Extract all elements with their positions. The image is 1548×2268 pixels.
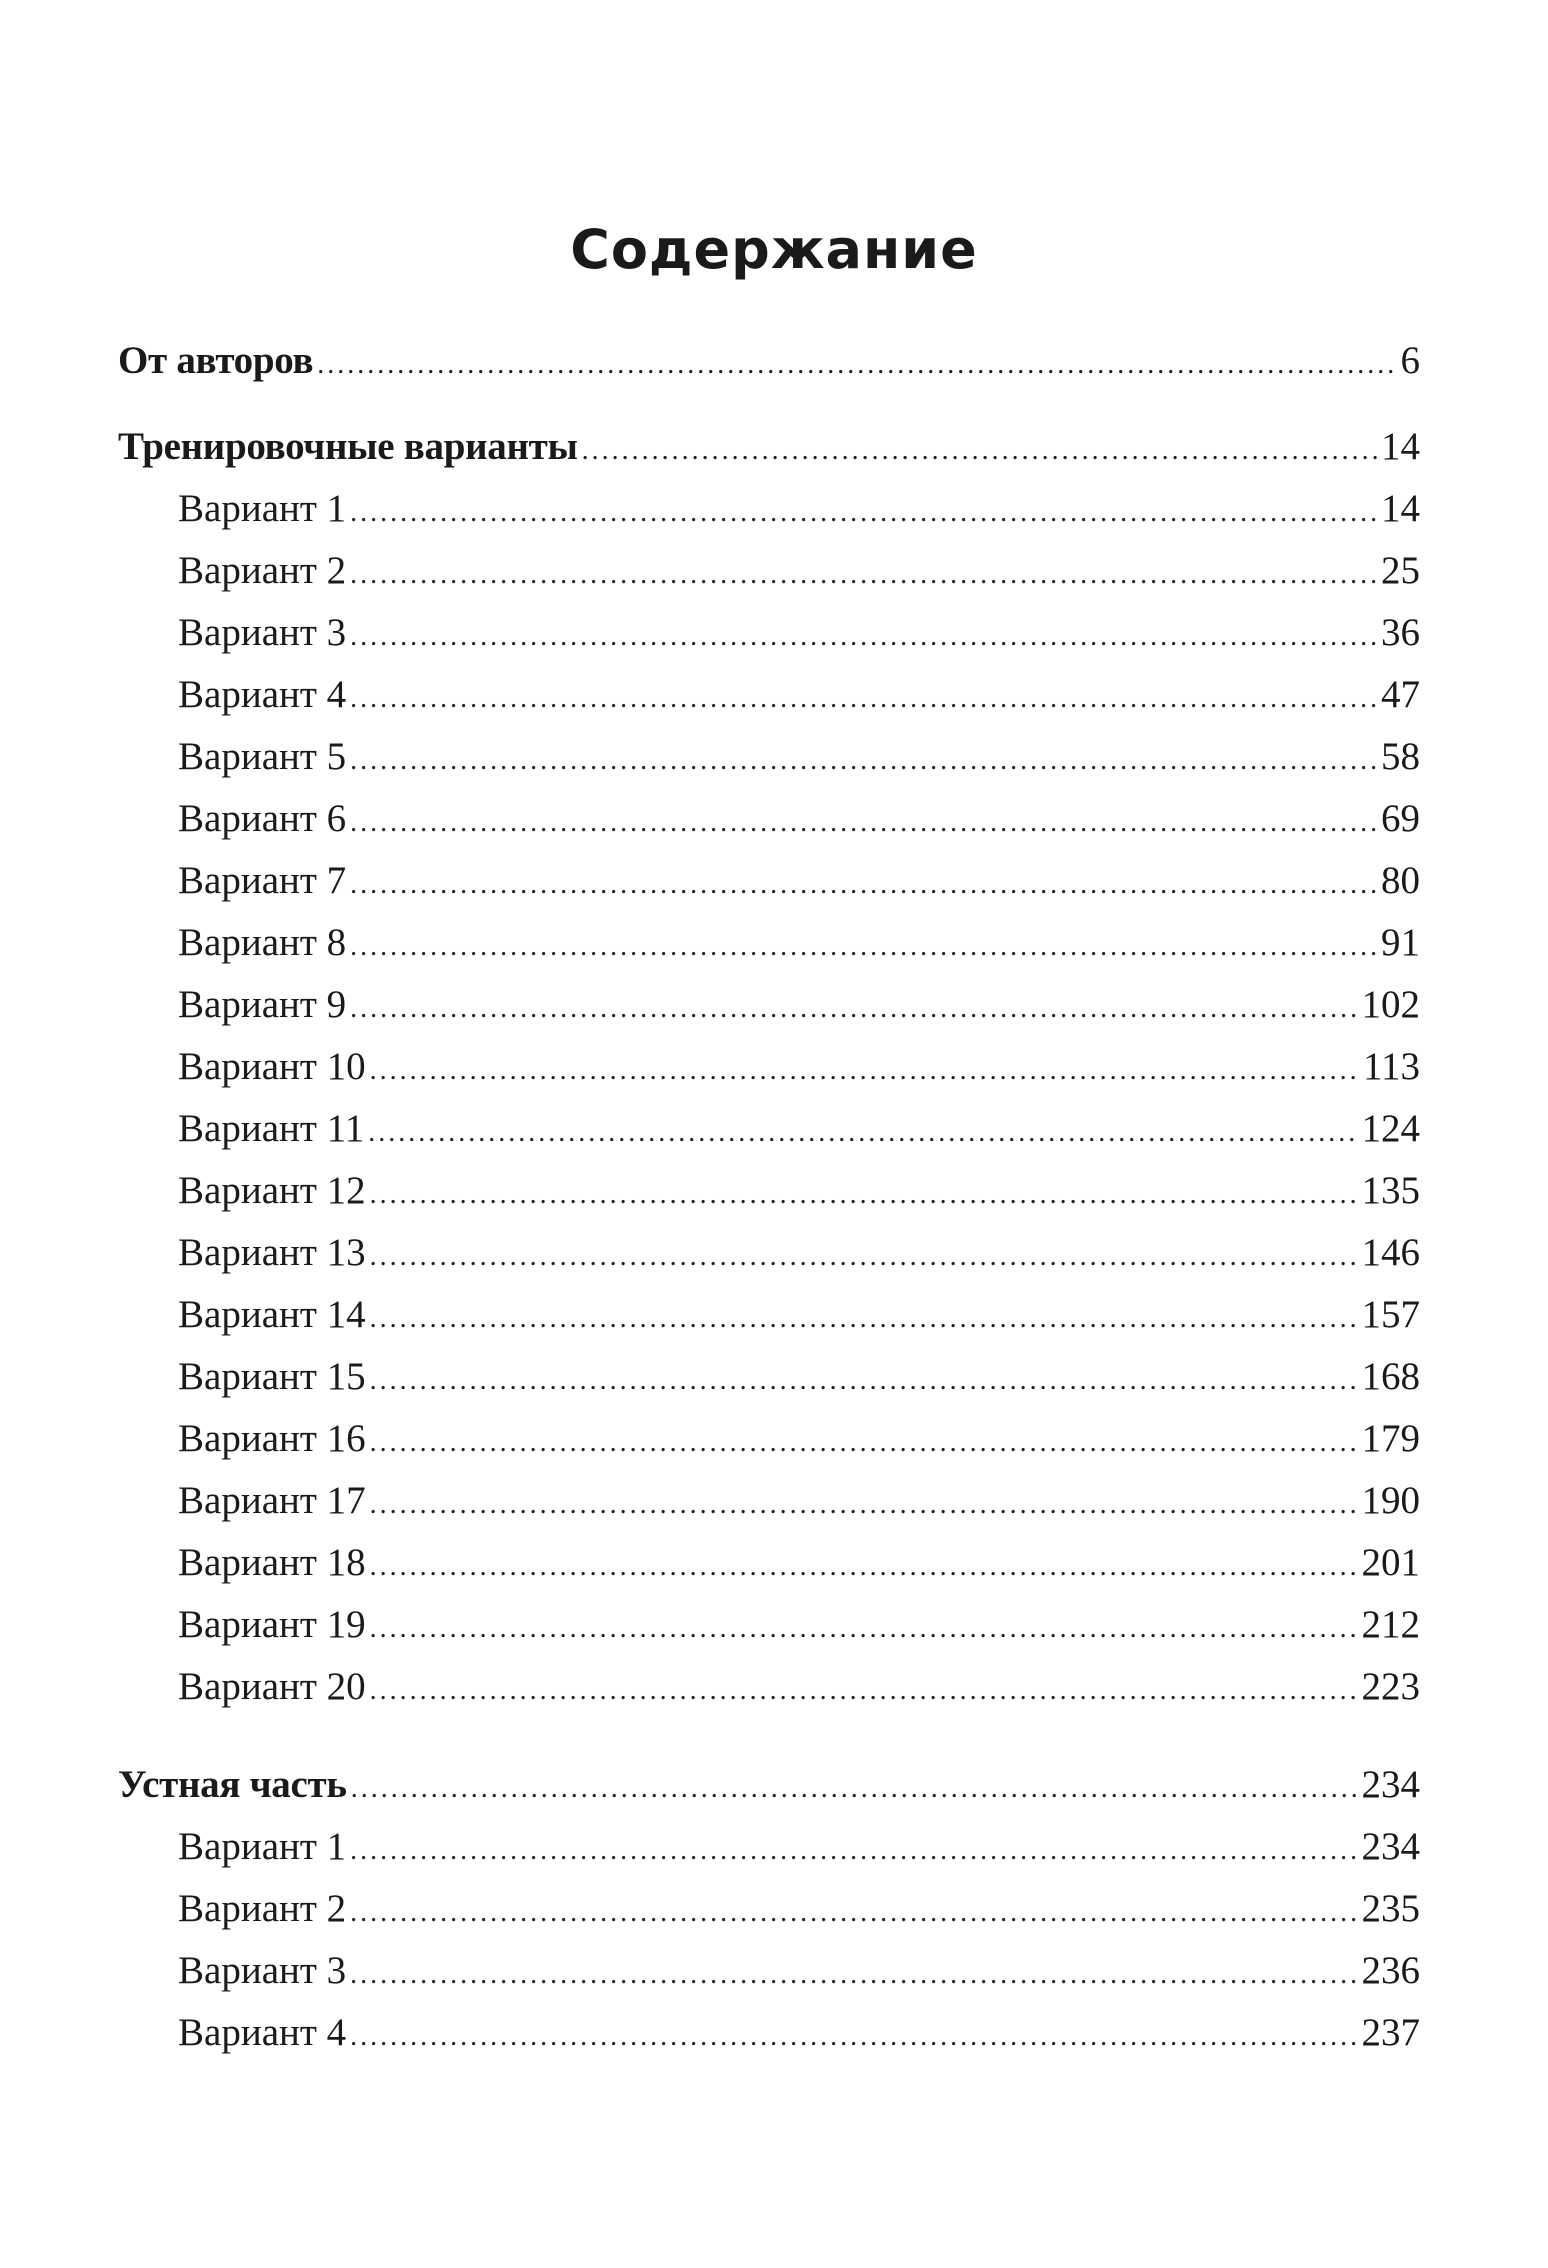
leader-dots xyxy=(370,1412,1358,1470)
leader-dots xyxy=(370,1660,1358,1718)
toc-page-number: 234 xyxy=(1361,1825,1420,1868)
toc-item[interactable] xyxy=(118,850,1420,912)
toc-item[interactable] xyxy=(118,1098,1420,1160)
toc-page-number: 124 xyxy=(1361,1107,1420,1150)
leader-dots xyxy=(350,854,1377,912)
toc-item-label: Вариант 18 xyxy=(178,1541,366,1584)
toc-page-number: 212 xyxy=(1361,1603,1420,1646)
toc-item-label: Вариант 17 xyxy=(178,1479,366,1522)
toc-item[interactable] xyxy=(118,1532,1420,1594)
leader-dots xyxy=(582,420,1377,478)
toc-item[interactable] xyxy=(118,1940,1420,2002)
toc-item[interactable] xyxy=(118,540,1420,602)
toc-page-number: 146 xyxy=(1361,1231,1420,1274)
toc-item-label: Вариант 3 xyxy=(178,611,347,654)
leader-dots xyxy=(350,1820,1357,1878)
toc-item-label: Вариант 5 xyxy=(178,735,347,778)
toc-item-label: Вариант 8 xyxy=(178,921,347,964)
toc-item-label: Вариант 7 xyxy=(178,859,347,902)
toc-section-from-authors[interactable] xyxy=(118,330,1420,392)
toc-item-label: Вариант 4 xyxy=(178,2011,347,2054)
leader-dots xyxy=(370,1040,1359,1098)
toc-item[interactable] xyxy=(118,1816,1420,1878)
toc-item[interactable] xyxy=(118,2002,1420,2064)
leader-dots xyxy=(370,1350,1358,1408)
toc-section-label: От авторов xyxy=(118,339,314,382)
toc-page-number: 157 xyxy=(1361,1293,1420,1336)
toc-item-label: Вариант 3 xyxy=(178,1949,347,1992)
toc-section-label: Тренировочные варианты xyxy=(118,425,578,468)
toc-page-number: 58 xyxy=(1381,735,1420,778)
leader-dots xyxy=(370,1288,1358,1346)
toc-item-label: Вариант 12 xyxy=(178,1169,366,1212)
toc-item[interactable] xyxy=(118,726,1420,788)
leader-dots xyxy=(350,668,1377,726)
leader-dots xyxy=(350,482,1377,540)
toc-section-label: Устная часть xyxy=(118,1763,347,1806)
toc-item-label: Вариант 20 xyxy=(178,1665,366,1708)
leader-dots xyxy=(351,1758,1358,1816)
toc-item-label: Вариант 4 xyxy=(178,673,347,716)
toc-item[interactable] xyxy=(118,1656,1420,1718)
toc-page-number: 236 xyxy=(1361,1949,1420,1992)
toc-page-number: 69 xyxy=(1381,797,1420,840)
toc-item[interactable] xyxy=(118,912,1420,974)
toc-item-label: Вариант 1 xyxy=(178,1825,347,1868)
toc-item[interactable] xyxy=(118,1222,1420,1284)
toc-item-label: Вариант 13 xyxy=(178,1231,366,1274)
toc-page-number: 168 xyxy=(1361,1355,1420,1398)
leader-dots xyxy=(370,1536,1358,1594)
toc-page-number: 14 xyxy=(1381,425,1420,468)
toc-page-number: 113 xyxy=(1362,1045,1420,1088)
toc-item-label: Вариант 16 xyxy=(178,1417,366,1460)
toc-page-number: 201 xyxy=(1361,1541,1420,1584)
toc-page-number: 80 xyxy=(1381,859,1420,902)
leader-dots xyxy=(350,2006,1357,2064)
leader-dots xyxy=(317,334,1396,392)
leader-dots xyxy=(350,1882,1357,1940)
toc-item[interactable] xyxy=(118,1470,1420,1532)
toc-item[interactable] xyxy=(118,788,1420,850)
leader-dots xyxy=(370,1474,1358,1532)
toc-page-number: 190 xyxy=(1361,1479,1420,1522)
toc-item[interactable] xyxy=(118,1160,1420,1222)
toc-item[interactable] xyxy=(118,1878,1420,1940)
toc-item[interactable] xyxy=(118,1284,1420,1346)
leader-dots xyxy=(370,1164,1358,1222)
leader-dots xyxy=(370,1226,1358,1284)
leader-dots xyxy=(350,916,1377,974)
toc-section-training-variants[interactable] xyxy=(118,416,1420,478)
toc-item-label: Вариант 19 xyxy=(178,1603,366,1646)
toc-page-number: 237 xyxy=(1361,2011,1420,2054)
leader-dots xyxy=(350,978,1357,1036)
toc-item[interactable] xyxy=(118,1036,1420,1098)
toc-item[interactable] xyxy=(118,1594,1420,1656)
toc-item-label: Вариант 9 xyxy=(178,983,347,1026)
toc-page-number: 102 xyxy=(1361,983,1420,1026)
leader-dots xyxy=(350,544,1377,602)
toc-page-number: 36 xyxy=(1381,611,1420,654)
toc-section-oral-part[interactable] xyxy=(118,1754,1420,1816)
toc-item[interactable] xyxy=(118,602,1420,664)
page-title: Содержание xyxy=(570,218,978,281)
toc-page-number: 14 xyxy=(1381,487,1420,530)
toc-item-label: Вариант 10 xyxy=(178,1045,366,1088)
toc-page-number: 234 xyxy=(1361,1763,1420,1806)
toc-page-number: 135 xyxy=(1361,1169,1420,1212)
toc-item-label: Вариант 1 xyxy=(178,487,347,530)
toc-item[interactable] xyxy=(118,974,1420,1036)
toc-page-number: 25 xyxy=(1381,549,1420,592)
toc-page-number: 91 xyxy=(1381,921,1420,964)
toc-page-number: 6 xyxy=(1400,339,1420,382)
toc-item-label: Вариант 2 xyxy=(178,549,347,592)
toc-page-number: 235 xyxy=(1361,1887,1420,1930)
table-of-contents xyxy=(118,330,1420,2064)
leader-dots xyxy=(368,1102,1357,1160)
toc-item[interactable] xyxy=(118,1346,1420,1408)
leader-dots xyxy=(350,1944,1357,2002)
leader-dots xyxy=(370,1598,1358,1656)
toc-item-label: Вариант 2 xyxy=(178,1887,347,1930)
toc-item-label: Вариант 14 xyxy=(178,1293,366,1336)
toc-item[interactable] xyxy=(118,478,1420,540)
leader-dots xyxy=(350,792,1377,850)
toc-item[interactable] xyxy=(118,664,1420,726)
toc-item[interactable] xyxy=(118,1408,1420,1470)
toc-item-label: Вариант 11 xyxy=(178,1107,365,1150)
toc-page-number: 47 xyxy=(1381,673,1420,716)
toc-page-number: 179 xyxy=(1361,1417,1420,1460)
toc-page-number: 223 xyxy=(1361,1665,1420,1708)
toc-item-label: Вариант 6 xyxy=(178,797,347,840)
leader-dots xyxy=(350,730,1377,788)
leader-dots xyxy=(350,606,1377,664)
toc-item-label: Вариант 15 xyxy=(178,1355,366,1398)
